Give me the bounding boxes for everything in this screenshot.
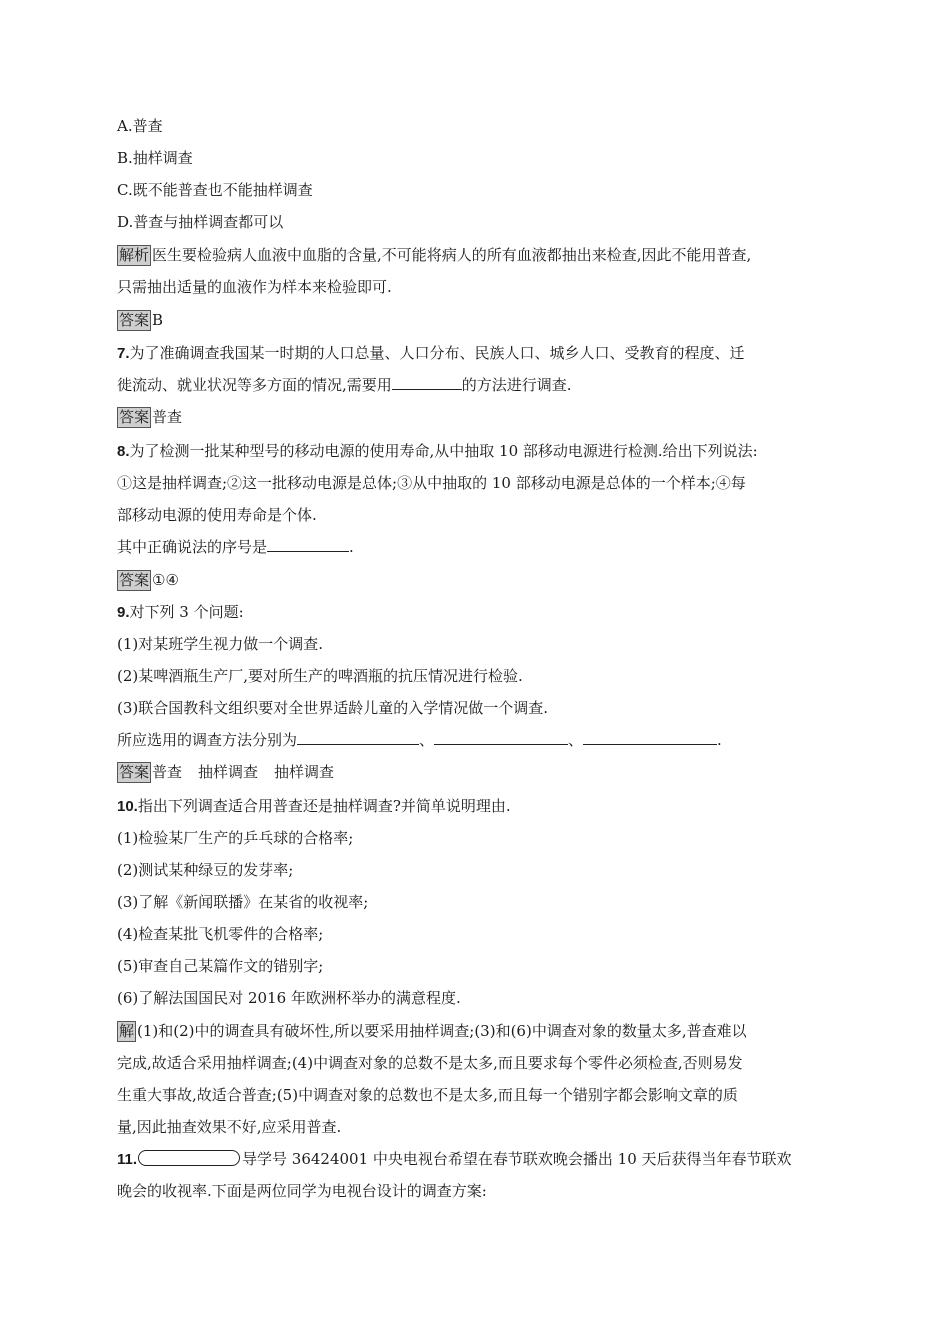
q6-answer: 答案 B: [119, 311, 164, 329]
q9-intro: 9.对下列 3 个问题:: [117, 603, 244, 621]
q9-fill-line: 所应选用的调查方法分别为 、 、 .: [117, 731, 722, 749]
q9-item-3: (3)联合国教科文组织要对全世界适龄儿童的入学情况做一个调查.: [117, 699, 549, 717]
question-number: 10.: [117, 798, 138, 815]
option-a: A.普查: [117, 117, 163, 135]
rounded-box-marker: [138, 1150, 240, 1166]
fill-blank: [297, 730, 419, 745]
q10-item-3: (3)了解《新闻联播》在某省的收视率;: [117, 893, 369, 911]
q10-intro: 10.指出下列调查适合用普查还是抽样调查?并简单说明理由.: [117, 797, 511, 815]
q10-item-1: (1)检验某厂生产的乒乓球的合格率;: [117, 829, 354, 847]
q7-line2: 徙流动、就业状况等多方面的情况,需要用 的方法进行调查.: [117, 376, 572, 394]
analysis-tag: 解析: [119, 246, 150, 264]
q7-line1: 7.为了准确调查我国某一时期的人口总量、人口分布、民族人口、城乡人口、受教育的程度、迁: [117, 344, 745, 362]
fill-blank: [434, 730, 568, 745]
q9-item-1: (1)对某班学生视力做一个调查.: [117, 635, 324, 653]
q6-analysis-line1: 解析 医生要检验病人血液中血脂的含量,不可能将病人的所有血液都抽出来检查,因此不能用普查,: [119, 246, 752, 264]
answer-tag: 答案: [119, 311, 150, 329]
question-number: 9.: [117, 604, 130, 621]
fill-blank: [267, 537, 349, 552]
option-d: D.普查与抽样调查都可以: [117, 213, 284, 231]
q8-line3: 部移动电源的使用寿命是个体.: [117, 506, 317, 524]
question-number: 11.: [117, 1151, 138, 1168]
q7-answer: 答案 普查: [119, 408, 183, 426]
q8-answer: 答案 ①④: [119, 571, 179, 589]
q9-answer: 答案 普查 抽样调查 抽样调查: [119, 763, 335, 781]
q10-solution-line3: 生重大事故,故适合普查;(5)中调查对象的总数也不是太多,而且每一个错别字都会影响文章的质: [117, 1086, 738, 1104]
fill-blank: [583, 730, 717, 745]
solution-tag: 解: [119, 1022, 135, 1040]
fill-blank: [392, 375, 462, 390]
q10-item-6: (6)了解法国国民对 2016 年欧洲杯举办的满意程度.: [117, 989, 461, 1007]
question-number: 8.: [117, 443, 130, 460]
q6-analysis-line2: 只需抽出适量的血液作为样本来检验即可.: [117, 278, 392, 296]
q10-item-4: (4)检查某批飞机零件的合格率;: [117, 925, 324, 943]
answer-tag: 答案: [119, 571, 150, 589]
q10-solution-line1: 解 (1)和(2)中的调查具有破坏性,所以要采用抽样调查;(3)和(6)中调查对象的数量太多,普查难以: [119, 1022, 747, 1040]
q8-line4: 其中正确说法的序号是 .: [117, 538, 354, 556]
option-b: B.抽样调查: [117, 149, 193, 167]
option-c: C.既不能普查也不能抽样调查: [117, 181, 313, 199]
q11-line1: 11. 导学号 36424001 中央电视台希望在春节联欢晚会播出 10 天后获得当年春节联欢: [117, 1150, 792, 1168]
q11-line2: 晚会的收视率.下面是两位同学为电视台设计的调查方案:: [117, 1182, 487, 1200]
q9-item-2: (2)某啤酒瓶生产厂,要对所生产的啤酒瓶的抗压情况进行检验.: [117, 667, 523, 685]
q8-line1: 8.为了检测一批某种型号的移动电源的使用寿命,从中抽取 10 部移动电源进行检测.给出下列说法:: [117, 442, 758, 460]
q10-solution-line2: 完成,故适合采用抽样调查;(4)中调查对象的总数不是太多,而且要求每个零件必须检查,否则易发: [117, 1054, 743, 1072]
q10-solution-line4: 量,因此抽查效果不好,应采用普查.: [117, 1118, 342, 1136]
q10-item-5: (5)审查自己某篇作文的错别字;: [117, 957, 324, 975]
q10-item-2: (2)测试某种绿豆的发芽率;: [117, 861, 294, 879]
question-number: 7.: [117, 345, 130, 362]
answer-tag: 答案: [119, 408, 150, 426]
answer-tag: 答案: [119, 763, 150, 781]
q8-line2: ①这是抽样调查;②这一批移动电源是总体;③从中抽取的 10 部移动电源是总体的一个样本;④每: [117, 474, 746, 492]
